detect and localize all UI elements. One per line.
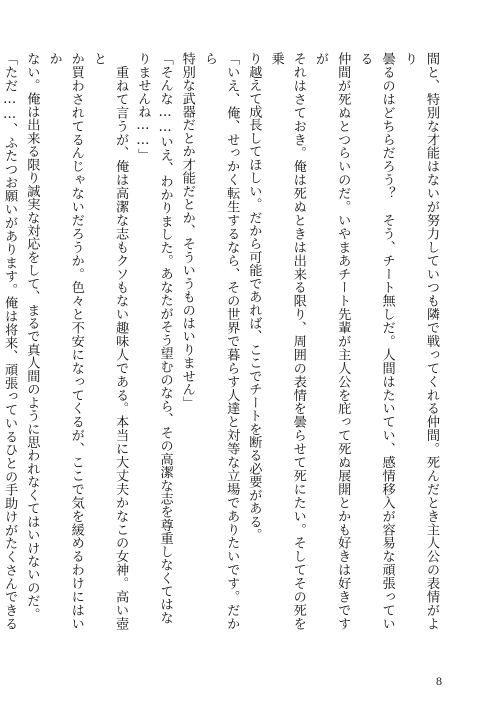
text-line: それはさておき。俺は死ぬときは出来る限り、周囲の表情を曇らせて死にたい。そしてその死を乗: [268, 52, 306, 630]
text-line: り越えて成長してほしい。だから可能であれば、ここでチートを断る必要がある。: [246, 52, 262, 542]
text-line: 特別な武器だとか才能だとか、そういうものはいりません」: [179, 52, 195, 409]
text-line: 「そんな……いえ、わかりました。あなたがそう望むのなら、その高潔な志を尊重しなくてはな: [157, 52, 173, 625]
text-line: 曇るのはどちらだろう？ そう、チート無しだ。人間はたいてい、感情移入が容易な頑張っている: [357, 52, 395, 630]
text-line: 「いえ、俺、せっかく転生するなら、その世界で暮らす人達と対等な立場でありたいです。だから: [201, 52, 240, 630]
text-line: 間と、特別な才能はないが努力していつも隣で戦ってくれる仲間。死んだとき主人公の表情がより: [401, 52, 439, 630]
page-number: 8: [436, 674, 442, 688]
text-line: 重ねて言うが、俺は高潔な志もクソもない趣味人である。本当に大丈夫かなこの女神。高い壺と: [90, 52, 129, 630]
vertical-text-body: [2, 52, 442, 630]
text-line: 仲間が死ぬとつらいのだ。いやまあチート先輩が主人公を庇って死ぬ展開とかも好きは好きですが: [312, 52, 351, 630]
text-line: ない。俺は出来る限り誠実な対応をして、まるで真人間のように思われなくてはいけないのだ。: [24, 52, 40, 621]
text-line: か買わされてるんじゃないだろうか。色々と不安になってくるが、ここで気を緩めるわけにはいか: [46, 52, 84, 630]
text-line: 「ただ……、ふたつお願いがあります。俺は将来、頑張っているひとの手助けがたくさんできる: [2, 52, 18, 630]
text-line: りませんね……」: [135, 52, 151, 162]
